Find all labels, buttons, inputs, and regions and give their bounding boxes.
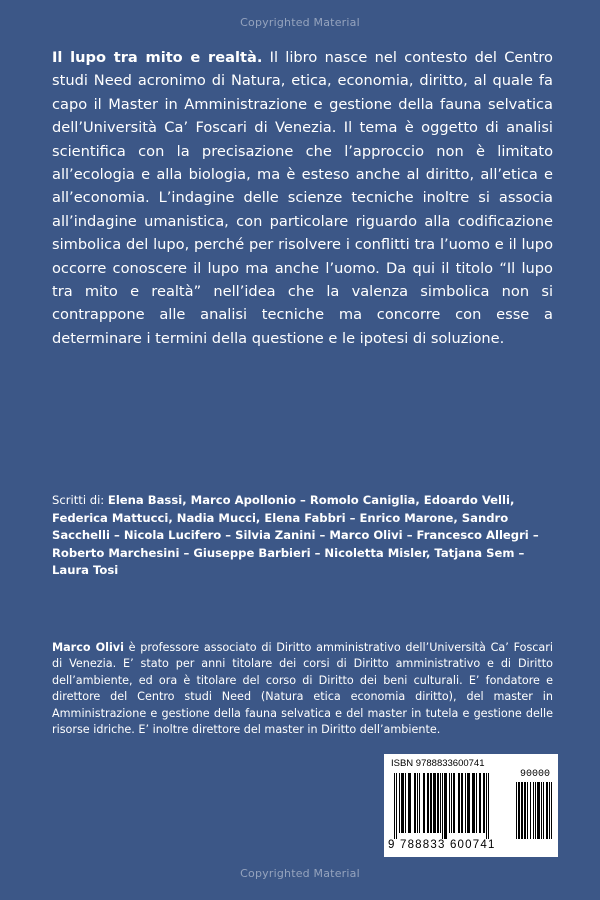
- barcode-bar: [551, 782, 552, 839]
- barcode-bar: [408, 773, 411, 833]
- barcode-bar: [479, 773, 481, 833]
- barcode-bar: [467, 773, 470, 833]
- barcode-bar: [396, 773, 397, 839]
- barcode-bar: [405, 773, 406, 833]
- barcode-bar: [472, 773, 475, 833]
- barcode-bar: [419, 773, 420, 833]
- barcode-bar: [458, 773, 460, 833]
- barcode-bar: [483, 773, 485, 833]
- barcode-bar: [401, 773, 404, 833]
- barcode-bar: [427, 773, 429, 833]
- barcode-bar: [442, 773, 443, 839]
- blurb-text: Il libro nasce nel contesto del Centro studi Need acronimo di Natura, etica, economia, diritto, al quale fa capo il Master in Amministrazione e gestione della fauna selvatica dell’Università Ca’ Foscari di Venezia. Il tema è oggetto di analisi scientifica con la precisazione che l’approccio non è limitato all’ecologia e alla biologia, ma è esteso anche al diritto, all’etica e all’economia. L’indagine delle scienze tecniche inoltre si associa all’indagine umanistica, con particolare riguardo alla codificazione simbolica del lupo, perché per risolvere i conflitti tra l’uomo e il lupo occorre conoscere il lupo ma anche l’uomo. Da qui il titolo “Il lupo tra mito e realtà” nell’idea che la valenza simbolica non si contrappone alle analisi tecniche ma concorre con esse a determinare i termini della questione e le ipotesi di soluzione.: [52, 49, 553, 347]
- contributors-names: Elena Bassi, Marco Apollonio – Romolo Caniglia, Edoardo Velli, Federica Mattucci, Nadia Mucci, Elena Fabbri – Enrico Marone, Sandro Sacchelli – Nicola Lucifero – Silvia Zanini – Marco Olivi – Francesco Allegri – Roberto Marchesini – Giuseppe Barbieri – Nicoletta Misler, Tatjana Sem – Laura Tosi: [52, 493, 539, 578]
- blurb-title: Il lupo tra mito e realtà.: [52, 49, 263, 66]
- barcode-addon-bars-icon: [516, 782, 552, 839]
- author-bio: [52, 640, 553, 738]
- barcode-bar: [516, 782, 517, 839]
- barcode-bar: [449, 773, 450, 833]
- barcode-bar: [444, 773, 447, 839]
- barcode-bar: [430, 773, 432, 833]
- barcode-bar: [527, 782, 528, 839]
- watermark-top: Copyrighted Material: [240, 16, 360, 29]
- barcode-bar: [533, 782, 534, 839]
- barcode-bar: [399, 773, 400, 833]
- contributors: [52, 492, 553, 580]
- barcode-bar: [518, 782, 520, 839]
- barcode-bar: [423, 773, 425, 833]
- barcode-bar: [543, 782, 544, 839]
- price-code: 90000: [519, 769, 550, 780]
- barcode-bar: [541, 782, 542, 839]
- watermark-bottom: Copyrighted Material: [240, 867, 360, 880]
- barcode-bar: [437, 773, 439, 833]
- author-name: Marco Olivi: [52, 641, 124, 654]
- barcode-bar: [461, 773, 463, 833]
- contributors-label: Scritti di:: [52, 493, 108, 507]
- barcode-bar: [537, 782, 540, 839]
- book-blurb: [52, 46, 553, 350]
- isbn-barcode: [384, 754, 558, 857]
- barcode-bar: [465, 773, 466, 833]
- barcode-bar: [521, 782, 523, 839]
- barcode-bar: [417, 773, 418, 833]
- barcode-bar: [476, 773, 477, 833]
- barcode-bar: [524, 782, 526, 839]
- barcode-digits: 9 788833 600741: [388, 839, 496, 851]
- barcode-bar: [394, 773, 395, 839]
- barcode-bar: [546, 782, 548, 839]
- barcode-bar: [440, 773, 441, 833]
- barcode-bar: [433, 773, 436, 833]
- barcode-bar: [488, 773, 489, 839]
- barcode-bar: [414, 773, 416, 833]
- barcode-bar: [530, 782, 531, 839]
- author-bio-text: è professore associato di Diritto amministrativo dell’Università Ca’ Foscari di Venezia. E’ stato per anni titolare dei corsi di Diritto amministrativo e di Diritto dell’ambiente, ed ora è titolare del corso di Diritto dei beni culturali. E’ fondatore e direttore del Centro studi Need (Natura etica economia diritto), del master in Amministrazione e gestione della fauna selvatica e del master in tutela e gestione delle risorse idriche. E’ inoltre direttore del master in Diritto dell’ambiente.: [52, 641, 553, 737]
- barcode-bar: [549, 782, 550, 839]
- barcode-bar: [535, 782, 536, 839]
- isbn-label: ISBN 9788833600741: [391, 758, 485, 769]
- barcode-bar: [451, 773, 452, 833]
- barcode-bars-icon: [394, 773, 512, 839]
- barcode-bar: [486, 773, 487, 839]
- barcode-bar: [453, 773, 455, 833]
